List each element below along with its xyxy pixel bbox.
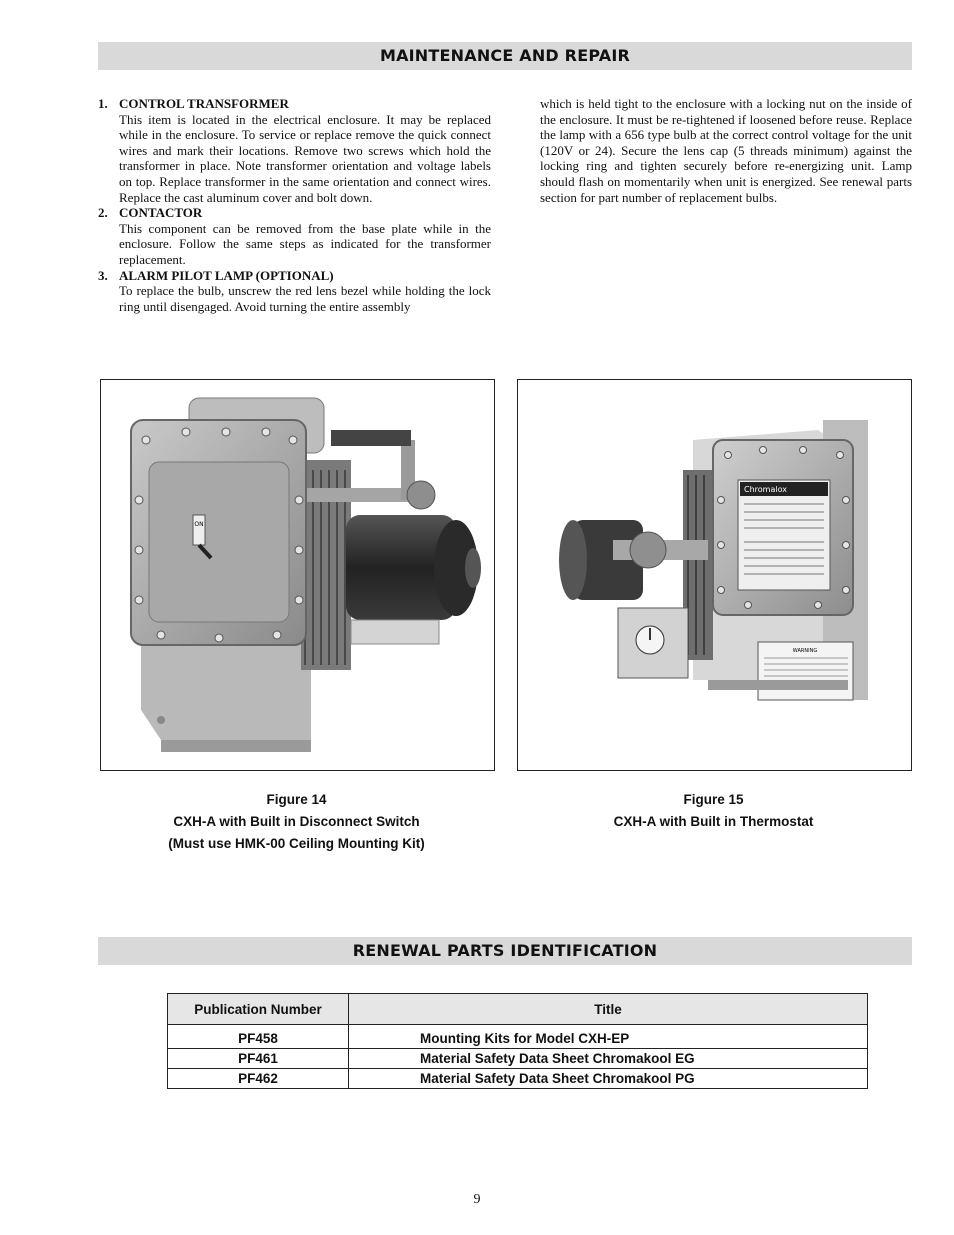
publication-number: PF462: [168, 1069, 349, 1089]
warning-label: WARNING: [792, 648, 818, 654]
item-title: ALARM PILOT LAMP (OPTIONAL): [119, 267, 334, 283]
item-number: 1.: [98, 96, 108, 111]
list-item: [98, 205, 491, 267]
table-row: [168, 1029, 868, 1049]
publication-number: PF461: [168, 1049, 349, 1069]
figure-label: Figure 14: [266, 792, 327, 807]
continued-text: which is held tight to the enclosure with a locking nut on the inside of the enclosure. It must be re-tightened if loosened before reuse. Replace the lamp with a 656 type bulb at the correct control voltage for the unit (120V or 24). Secure the lens cap (5 threads minimum) against the locking ring and tighten securely before re-energizing unit. Lamp should flash on momentarily when unit is energized. See renewal parts section for part number of replacement bulbs.: [540, 96, 912, 205]
page-number: 9: [473, 1192, 481, 1207]
figure-label: Figure 15: [683, 792, 744, 807]
item-text: This item is located in the electrical enclosure. It may be replaced while in the enclosure. To service or replace remove the quick connect wires and mark their locations. Remove two screws which hold the transformer in place. Note transformer orientation and voltage labels on top. Replace transformer in the same orientation and connect wires. Replace the cast aluminum cover and bolt down.: [119, 111, 491, 205]
list-item: [98, 268, 491, 315]
section-heading-maintenance: MAINTENANCE AND REPAIR: [98, 42, 912, 70]
item-title: CONTROL TRANSFORMER: [119, 96, 289, 111]
figure-15-photo: [517, 379, 912, 771]
brand-label: Chromalox: [744, 485, 787, 494]
renewal-parts-table: [167, 993, 868, 1089]
item-title: CONTACTOR: [119, 205, 203, 221]
table-row: [168, 1069, 868, 1089]
figure-description: CXH-A with Built in Disconnect Switch: [173, 814, 420, 829]
item-text: This component can be removed from the base plate while in the enclosure. Follow the same steps as indicated for the transformer replacement.: [119, 220, 491, 267]
publication-title: Material Safety Data Sheet Chromakool EG: [349, 1049, 868, 1069]
publication-title: Material Safety Data Sheet Chromakool PG: [349, 1069, 868, 1089]
table-header-row: [168, 994, 868, 1025]
publication-title: Mounting Kits for Model CXH-EP: [349, 1029, 868, 1049]
heater-disconnect-switch-image: [101, 380, 494, 770]
left-column: [98, 96, 491, 314]
item-text: To replace the bulb, unscrew the red lens bezel while holding the lock ring until disengaged. Avoid turning the entire assembly: [119, 283, 491, 314]
item-number: 3.: [98, 267, 108, 283]
figure-description: CXH-A with Built in Thermostat: [613, 814, 814, 829]
publication-number: PF458: [168, 1029, 349, 1049]
figure-15-caption: [517, 789, 910, 833]
switch-on-label: ON: [194, 521, 204, 528]
figure-14-photo: [100, 379, 495, 771]
section-heading-renewal-parts: RENEWAL PARTS IDENTIFICATION: [98, 937, 912, 965]
right-column: [540, 96, 912, 205]
figure-note: (Must use HMK-00 Ceiling Mounting Kit): [168, 836, 425, 851]
column-header: Publication Number: [168, 994, 349, 1025]
list-item: [98, 96, 491, 205]
item-number: 2.: [98, 205, 108, 221]
heater-thermostat-image: [518, 380, 911, 770]
figure-14-caption: [100, 789, 493, 855]
column-header: Title: [349, 994, 868, 1025]
table-row: [168, 1049, 868, 1069]
